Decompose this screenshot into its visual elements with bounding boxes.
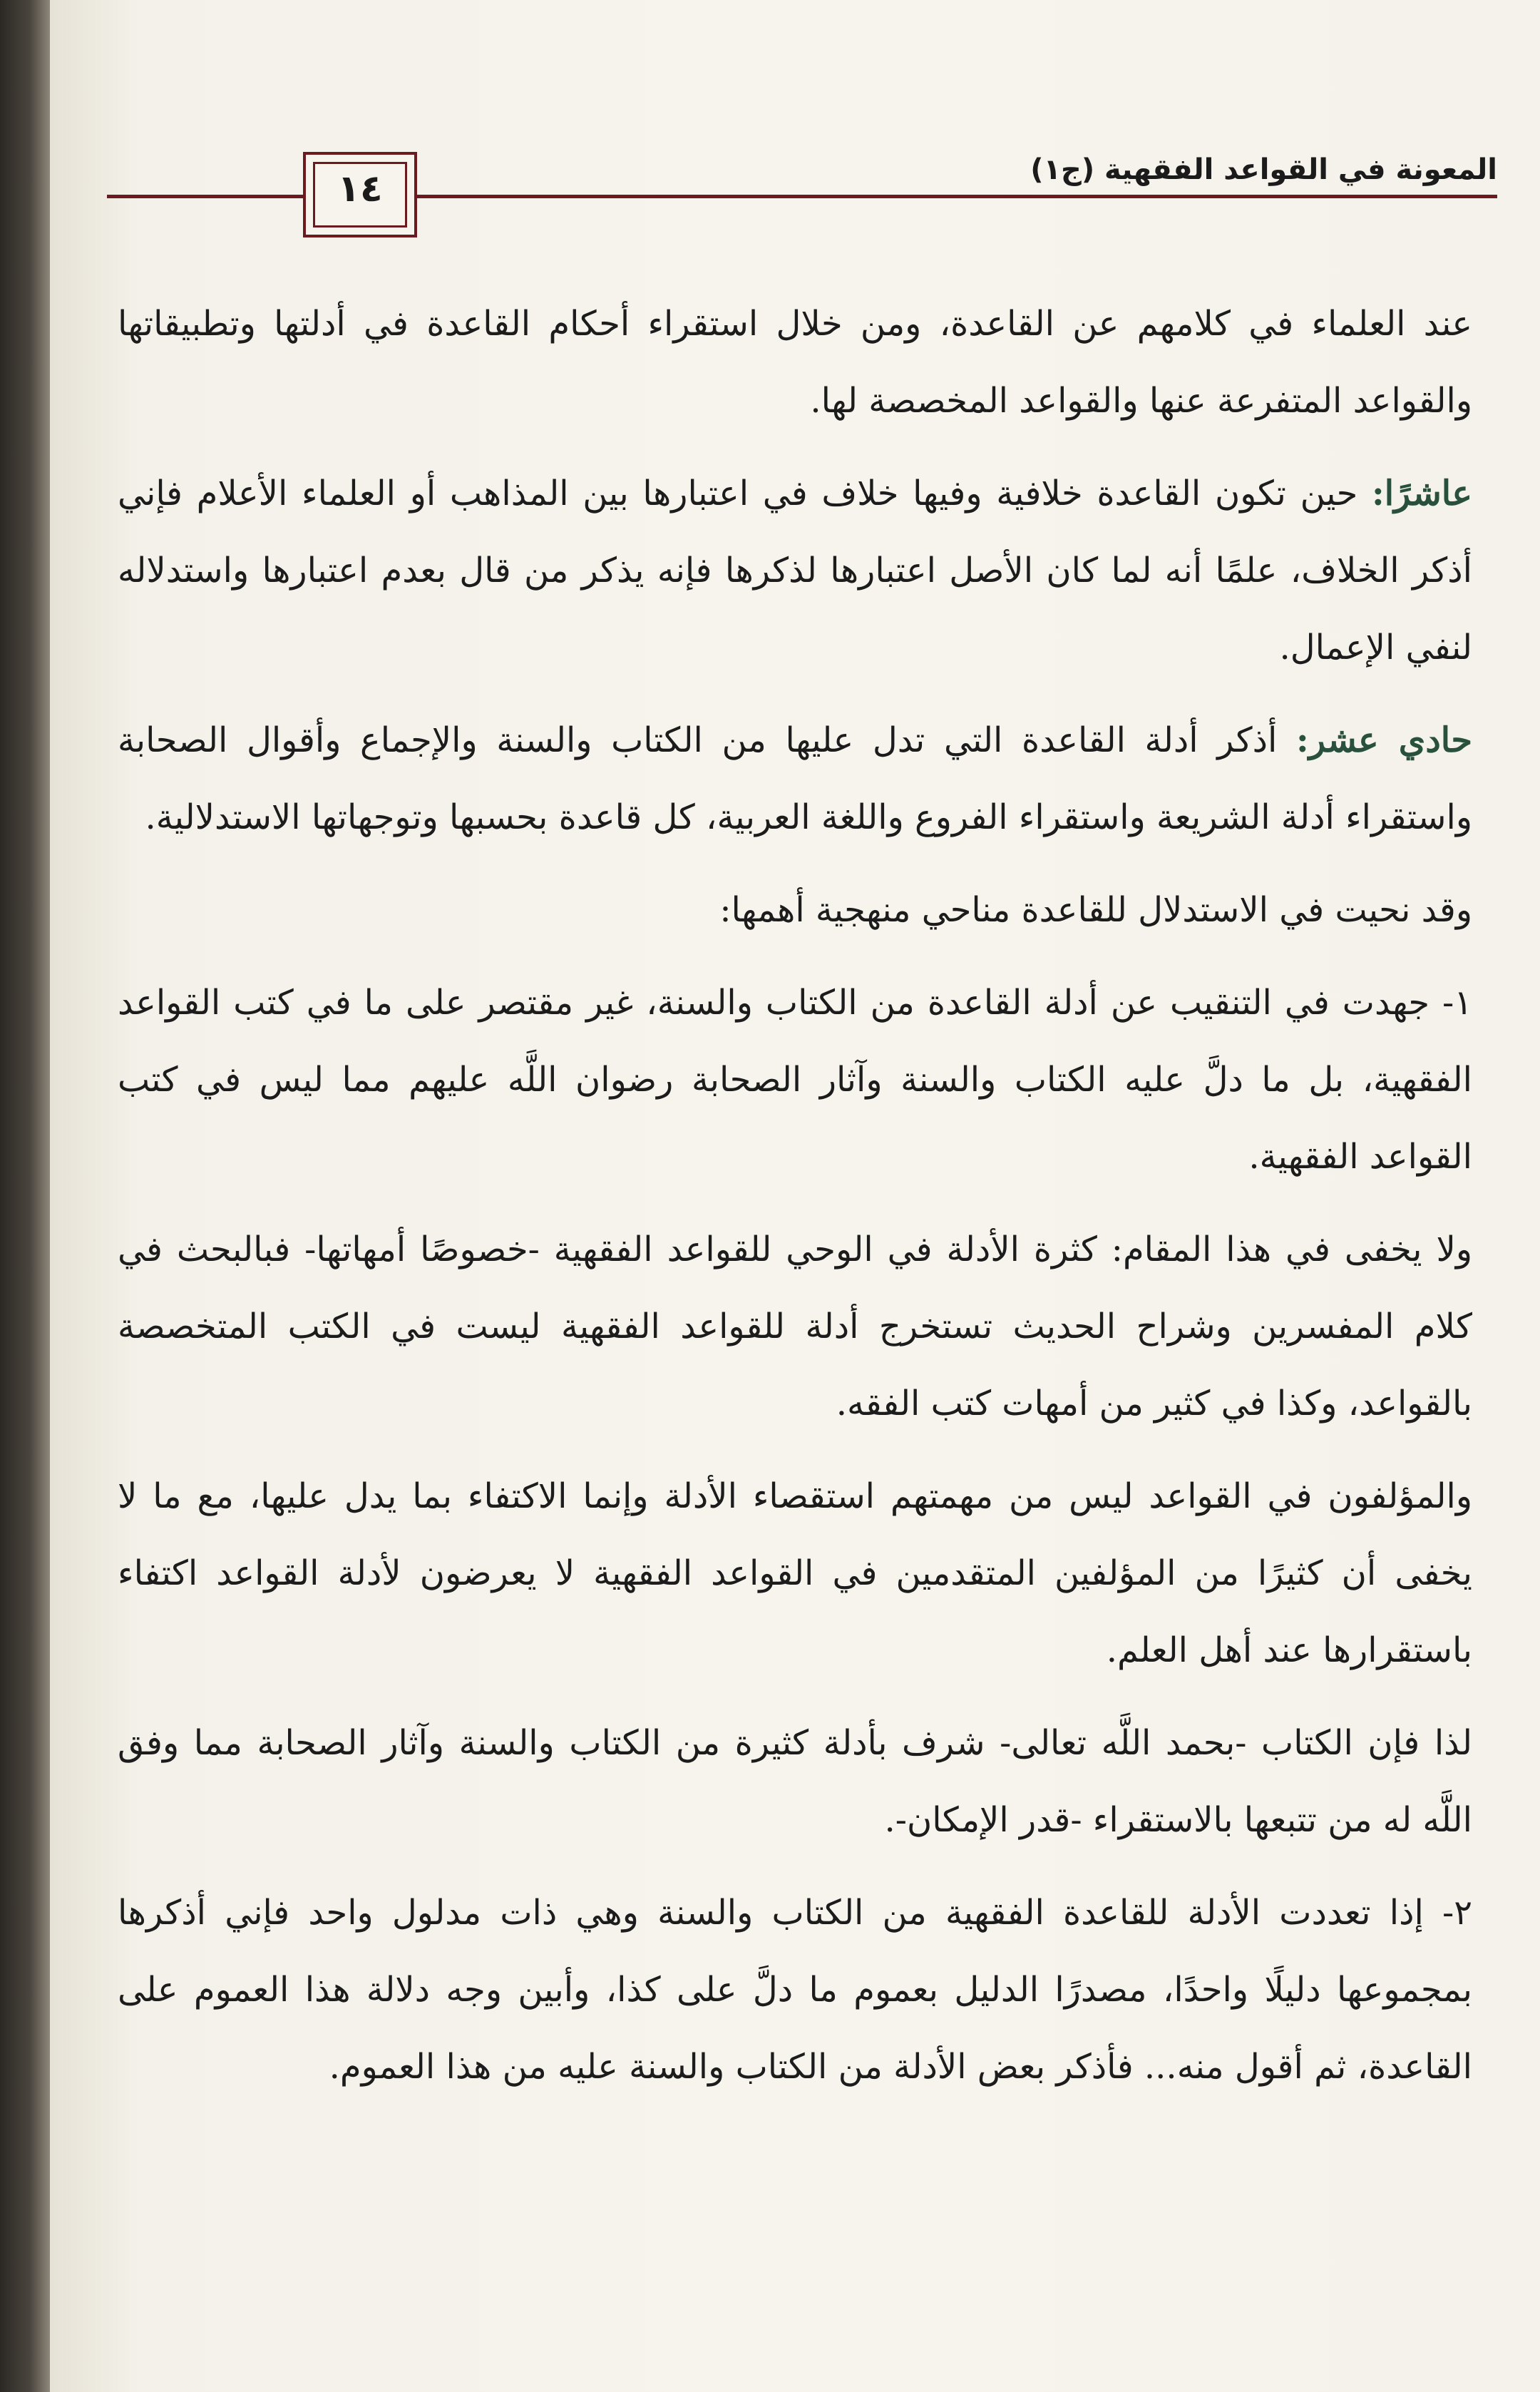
paragraph [118, 1211, 1472, 1442]
paragraph [118, 285, 1472, 439]
paragraph-text: والمؤلفون في القواعد ليس من مهمتهم استقصاء الأدلة وإنما الاكتفاء بما يدل عليها، مع ما لا يخفى أن كثيرًا من المؤلفين المتقدمين في القواعد الفقهية لا يعرضون لأدلة القواعد اكتفاء باستقرارها عند أهل العلم. [118, 1476, 1473, 1670]
body-text [118, 285, 1472, 2121]
paragraph-text: ٢- إذا تعددت الأدلة للقاعدة الفقهية من الكتاب والسنة وهي ذات مدلول واحد فإني أذكرها بمجموعها دليلًا واحدًا، مصدرًا الدليل بعموم ما دلَّ على كذا، وأبين وجه دلالة هذا العموم على القاعدة، ثم أقول منه... فأذكر بعض الأدلة من الكتاب والسنة عليه من هذا العموم. [118, 1893, 1472, 2087]
book-page [50, 0, 1540, 2392]
paragraph-text: حين تكون القاعدة خلافية وفيها خلاف في اعتبارها بين المذاهب أو العلماء الأعلام فإني أذكر الخلاف، علمًا أنه لما كان الأصل اعتبارها لذكرها فإنه يذكر من قال بعدم اعتبارها واستدلاله لنفي الإعمال. [118, 474, 1472, 668]
paragraph [118, 455, 1472, 686]
running-title: المعونة في القواعد الفقهية (ج١) [1030, 153, 1497, 186]
paragraph [118, 964, 1472, 1195]
paragraph [118, 1704, 1472, 1859]
paragraph [118, 872, 1472, 949]
page-number-frame [303, 152, 417, 237]
paragraph [118, 1874, 1472, 2105]
paragraph-text: أذكر أدلة القاعدة التي تدل عليها من الكتاب والسنة والإجماع وأقوال الصحابة واستقراء أدلة الشريعة واستقراء الفروع واللغة العربية، كل قاعدة بحسبها وتوجهاتها الاستدلالية. [118, 720, 1472, 837]
page-number: ١٤ [337, 168, 383, 210]
paragraph-lead: حادي عشر: [1295, 720, 1472, 760]
paragraph-text: ١- جهدت في التنقيب عن أدلة القاعدة من الكتاب والسنة، غير مقتصر على ما في كتب القواعد الفقهية، بل ما دلَّ عليه الكتاب والسنة وآثار الصحابة رضوان اللَّه عليهم مما ليس في كتب القواعد الفقهية. [118, 983, 1472, 1177]
paragraph [118, 702, 1472, 856]
paragraph-text: عند العلماء في كلامهم عن القاعدة، ومن خلال استقراء أحكام القاعدة في أدلتها وتطبيقاتها والقواعد المتفرعة عنها والقواعد المخصصة لها. [118, 304, 1472, 421]
book-binding-edge [0, 0, 50, 2392]
paragraph-text: وقد نحيت في الاستدلال للقاعدة مناحي منهجية أهمها: [719, 890, 1472, 930]
paragraph-text: ولا يخفى في هذا المقام: كثرة الأدلة في الوحي للقواعد الفقهية -خصوصًا أمهاتها- فبالبحث في كلام المفسرين وشراح الحديث تستخرج أدلة للقواعد الفقهية ليست في الكتب المتخصصة بالقواعد، وكذا في كثير من أمهات كتب الفقه. [118, 1230, 1472, 1424]
paragraph-text: لذا فإن الكتاب -بحمد اللَّه تعالى- شرف بأدلة كثيرة من الكتاب والسنة وآثار الصحابة مما وفق اللَّه له من تتبعها بالاستقراء -قدر الإمكان-. [118, 1723, 1473, 1840]
page-header [107, 139, 1497, 225]
paragraph-lead: عاشرًا: [1371, 474, 1472, 513]
paragraph [118, 1458, 1472, 1689]
